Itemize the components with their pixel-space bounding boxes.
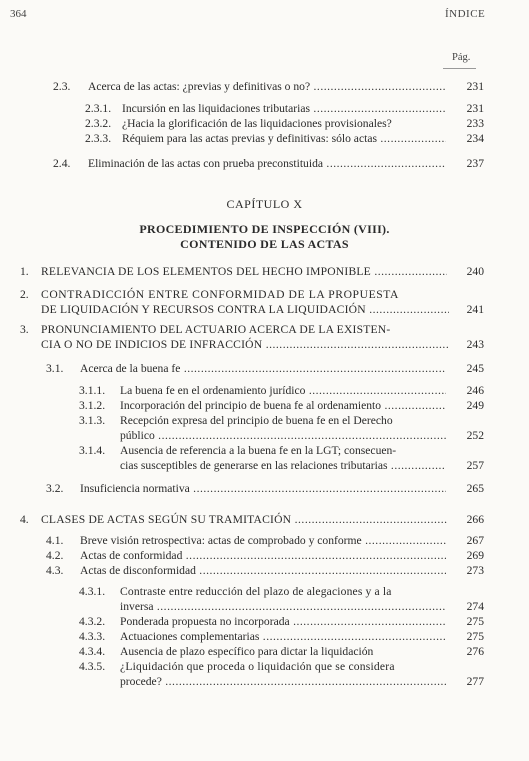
entry-title: Réquiem para las actas previas y definitivas: sólo actas .....	[122, 131, 446, 146]
entry-number: 2.3.1.	[85, 102, 112, 115]
entry-page: 240	[466, 265, 484, 278]
entry-number: 4.	[20, 513, 29, 526]
entry-title: La buena fe en el ordenamiento jurídico .....	[120, 383, 446, 398]
entry-title: Ponderada propuesta no incorporada .....	[120, 614, 446, 629]
entry-page: 245	[466, 362, 484, 375]
entry-number: 4.2.	[46, 549, 64, 562]
entry-title-line2: CIA O NO DE INDICIOS DE INFRACCIÓN .....	[41, 337, 449, 352]
entry-title-line2: inversa .....	[120, 599, 446, 614]
entry-page: 275	[466, 615, 484, 628]
entry-page: 231	[466, 102, 484, 115]
entry-title-line1: ¿Liquidación que proceda o liquidación que se considera	[120, 660, 395, 673]
entry-number: 3.1.	[46, 362, 64, 375]
entry-page: 231	[466, 80, 484, 93]
entry-title: Acerca de las actas: ¿previas y definitivas o no? .....	[88, 79, 446, 94]
entry-page: 273	[466, 564, 484, 577]
entry-page: 237	[466, 157, 484, 170]
entry-number: 2.3.3.	[85, 132, 112, 145]
entry-number: 4.3.2.	[79, 615, 106, 628]
entry-page: 252	[466, 429, 484, 442]
entry-number: 3.1.1.	[79, 384, 106, 397]
entry-page: 233	[466, 117, 484, 130]
entry-title-line1: Recepción expresa del principio de buena fe en el Derecho	[120, 414, 393, 427]
entry-number: 1.	[20, 265, 29, 278]
chapter-title-line2: CONTENIDO DE LAS ACTAS	[180, 237, 349, 251]
entry-title-line1: CONTRADICCIÓN ENTRE CONFORMIDAD DE LA PROPUESTA	[41, 288, 400, 301]
entry-number: 3.	[20, 323, 29, 336]
running-header-title: ÍNDICE	[445, 8, 486, 20]
entry-title: RELEVANCIA DE LOS ELEMENTOS DEL HECHO IMPONIBLE .....	[41, 264, 447, 279]
entry-page: 246	[466, 384, 484, 397]
entry-title-line2: DE LIQUIDACIÓN Y RECURSOS CONTRA LA LIQUIDACIÓN .....	[41, 302, 449, 317]
entry-number: 4.3.4.	[79, 645, 106, 658]
entry-number: 2.3.2.	[85, 117, 112, 130]
entry-page: 267	[466, 534, 484, 547]
entry-number: 4.3.5.	[79, 660, 106, 673]
entry-title-line1: Contraste entre reducción del plazo de alegaciones y a la	[120, 585, 392, 598]
entry-number: 4.3.	[46, 564, 64, 577]
entry-title-line2: cias susceptibles de generarse en las relaciones tributarias .....	[120, 458, 446, 473]
entry-page: 265	[466, 482, 484, 495]
entry-title: Ausencia de plazo específico para dictar la liquidación	[120, 645, 374, 658]
entry-page: 269	[466, 549, 484, 562]
entry-title: Insuficiencia normativa .....	[80, 481, 446, 496]
entry-page: 266	[466, 513, 484, 526]
entry-title: Breve visión retrospectiva: actas de comprobado y conforme .....	[80, 533, 446, 548]
page-column-rule	[443, 68, 476, 69]
entry-page: 234	[466, 132, 484, 145]
entry-title: Acerca de la buena fe .....	[80, 361, 446, 376]
entry-title: Eliminación de las actas con prueba preconstituida .....	[88, 156, 446, 171]
entry-title-line2: procede? .....	[120, 674, 446, 689]
entry-page: 277	[466, 675, 484, 688]
entry-page: 276	[466, 645, 484, 658]
chapter-title-line1: PROCEDIMIENTO DE INSPECCIÓN (VIII).	[139, 222, 390, 236]
entry-page: 274	[466, 600, 484, 613]
entry-number: 3.1.3.	[79, 414, 106, 427]
entry-page: 275	[466, 630, 484, 643]
entry-number: 3.1.2.	[79, 399, 106, 412]
entry-number: 4.3.3.	[79, 630, 106, 643]
entry-number: 2.	[20, 288, 29, 301]
entry-title: CLASES DE ACTAS SEGÚN SU TRAMITACIÓN .....	[41, 512, 447, 527]
entry-title: Actas de conformidad .....	[80, 548, 446, 563]
entry-title: Incursión en las liquidaciones tributarias .....	[122, 101, 446, 116]
entry-page: 249	[466, 399, 484, 412]
entry-title: Incorporación del principio de buena fe al ordenamiento .....	[120, 398, 446, 413]
entry-number: 2.3.	[53, 80, 71, 93]
entry-page: 241	[466, 303, 484, 316]
entry-number: 3.1.4.	[79, 444, 106, 457]
page-column-label: Pág.	[452, 52, 471, 63]
page-number: 364	[10, 8, 27, 20]
entry-title-line1: Ausencia de referencia a la buena fe en la LGT; consecuen-	[120, 444, 397, 457]
entry-number: 3.2.	[46, 482, 64, 495]
entry-title-line2: público .....	[120, 428, 446, 443]
entry-title: Actuaciones complementarias .....	[120, 629, 446, 644]
entry-title-line1: PRONUNCIAMIENTO DEL ACTUARIO ACERCA DE LA EXISTEN-	[41, 323, 391, 336]
entry-page: 243	[466, 338, 484, 351]
entry-title: Actas de disconformidad .....	[80, 563, 446, 578]
entry-number: 2.4.	[53, 157, 71, 170]
entry-page: 257	[466, 459, 484, 472]
entry-number: 4.1.	[46, 534, 64, 547]
entry-title: ¿Hacia la glorificación de las liquidaciones provisionales?	[122, 117, 392, 130]
entry-number: 4.3.1.	[79, 585, 106, 598]
chapter-label: CAPÍTULO X	[226, 197, 303, 211]
